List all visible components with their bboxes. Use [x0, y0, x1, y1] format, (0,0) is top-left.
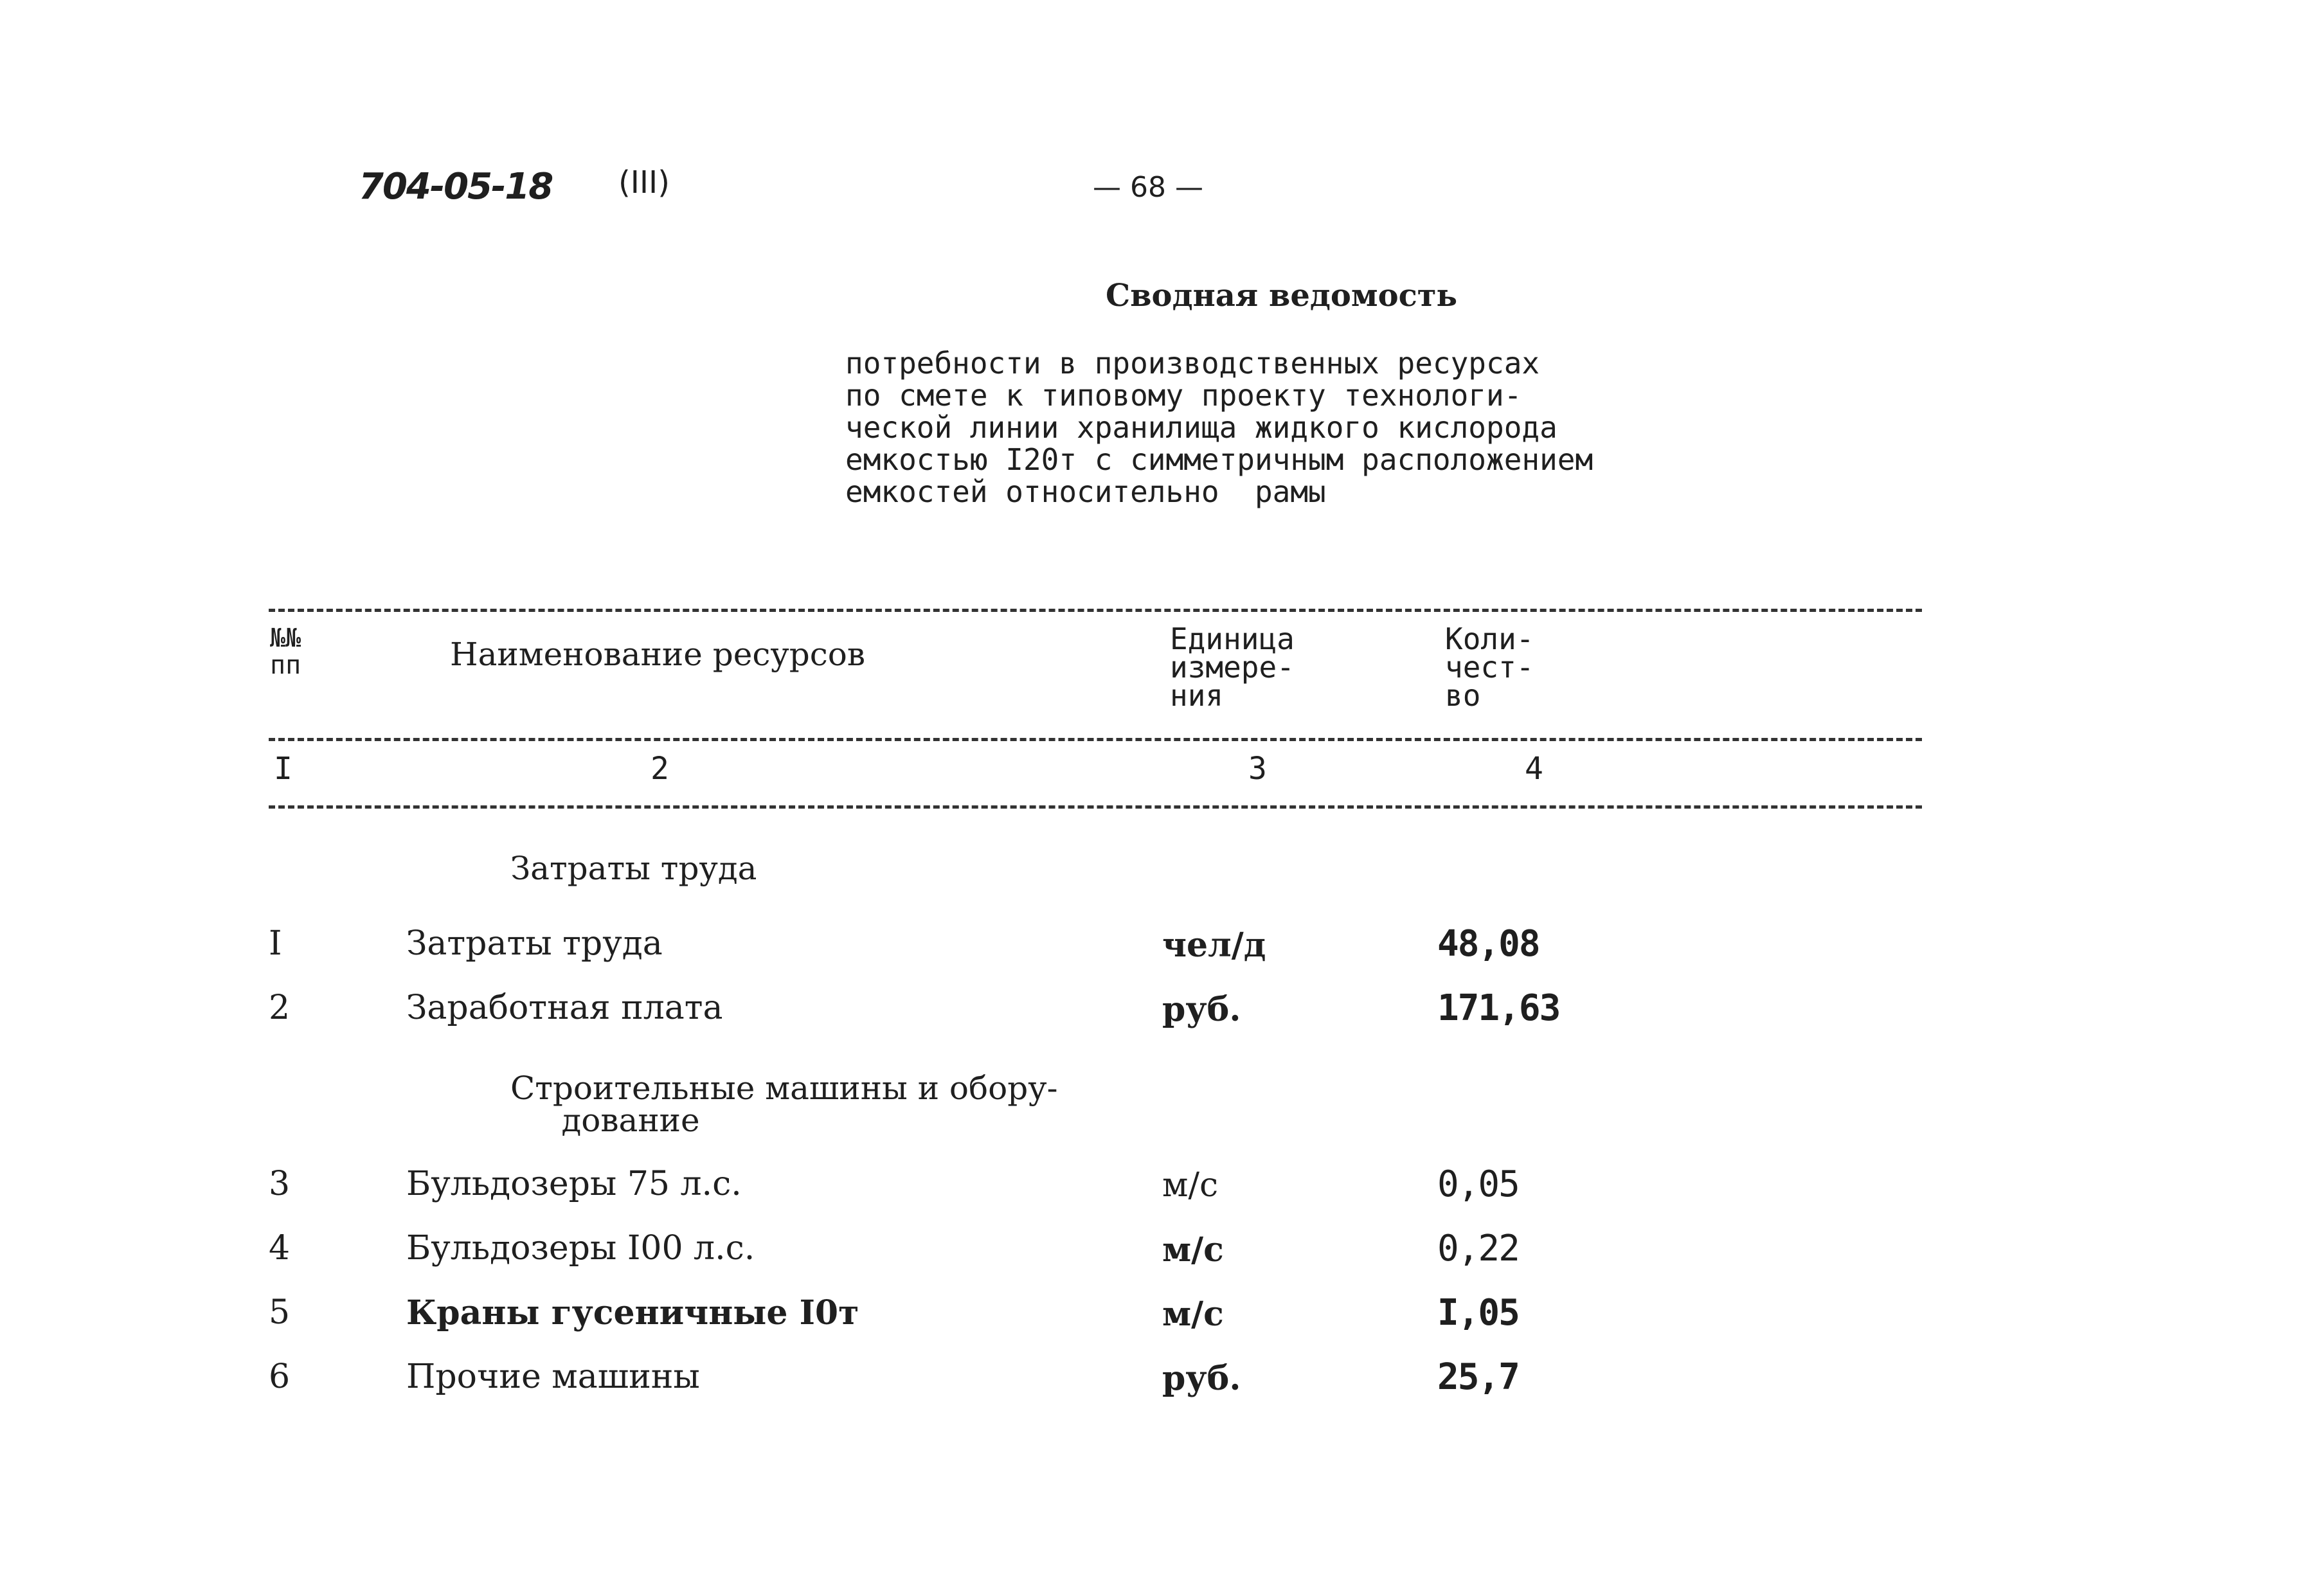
row-unit: чел/д	[1162, 926, 1266, 965]
column-number-4: 4	[1525, 751, 1543, 787]
row-number: 6	[269, 1358, 291, 1396]
row-quantity: 171,63	[1437, 987, 1560, 1029]
row-quantity: 0,22	[1437, 1228, 1519, 1269]
row-unit: руб.	[1162, 990, 1241, 1029]
row-unit: м/с	[1162, 1230, 1224, 1269]
row-number: I	[269, 924, 282, 963]
row-resource-name: Затраты труда	[406, 924, 663, 963]
row-resource-name: Прочие машины	[406, 1358, 700, 1396]
row-resource-name: Бульдозеры 75 л.с.	[406, 1165, 742, 1203]
column-number-3: 3	[1248, 751, 1267, 787]
table-rule-top	[269, 609, 1922, 612]
row-unit: м/с	[1162, 1166, 1219, 1205]
column-number-2: 2	[651, 751, 669, 787]
table-rule-colnum-bottom	[269, 805, 1922, 809]
section-title-machines: Строительные машины и обору- дование	[510, 1070, 1058, 1139]
header-name: Наименование ресурсов	[450, 636, 866, 673]
header-number: №№ пп	[270, 623, 301, 680]
row-number: 2	[269, 989, 291, 1027]
header-unit: Единица измере- ния	[1170, 622, 1295, 713]
document-subtitle: потребности в производственных ресурсах по смете к типовому проекту технологи- ческой линии хранилища жидкого кислорода емкостью I20т с симметричным расположением емкостей относительно рамы	[845, 346, 1593, 509]
document-code: 704-05-18	[359, 166, 553, 208]
row-number: 3	[269, 1165, 291, 1203]
row-unit: руб.	[1162, 1359, 1241, 1398]
column-number-1: I	[274, 751, 292, 787]
row-resource-name: Краны гусеничные I0т	[406, 1293, 859, 1332]
row-unit: м/с	[1162, 1295, 1224, 1334]
table-rule-header-bottom	[269, 738, 1922, 741]
row-quantity: I,05	[1437, 1292, 1519, 1334]
row-number: 5	[269, 1293, 291, 1332]
row-resource-name: Бульдозеры I00 л.с.	[406, 1229, 755, 1268]
row-quantity: 25,7	[1437, 1356, 1519, 1398]
row-quantity: 48,08	[1437, 923, 1540, 965]
row-number: 4	[269, 1229, 291, 1268]
sheet-mark: (III)	[618, 165, 670, 201]
section-title-labor: Затраты труда	[510, 850, 757, 887]
document-title: Сводная ведомость	[1106, 278, 1458, 314]
header-quantity: Коли- чест- во	[1445, 622, 1534, 713]
page-number: — 68 —	[1093, 171, 1203, 204]
row-resource-name: Заработная плата	[406, 989, 723, 1027]
row-quantity: 0,05	[1437, 1163, 1519, 1205]
